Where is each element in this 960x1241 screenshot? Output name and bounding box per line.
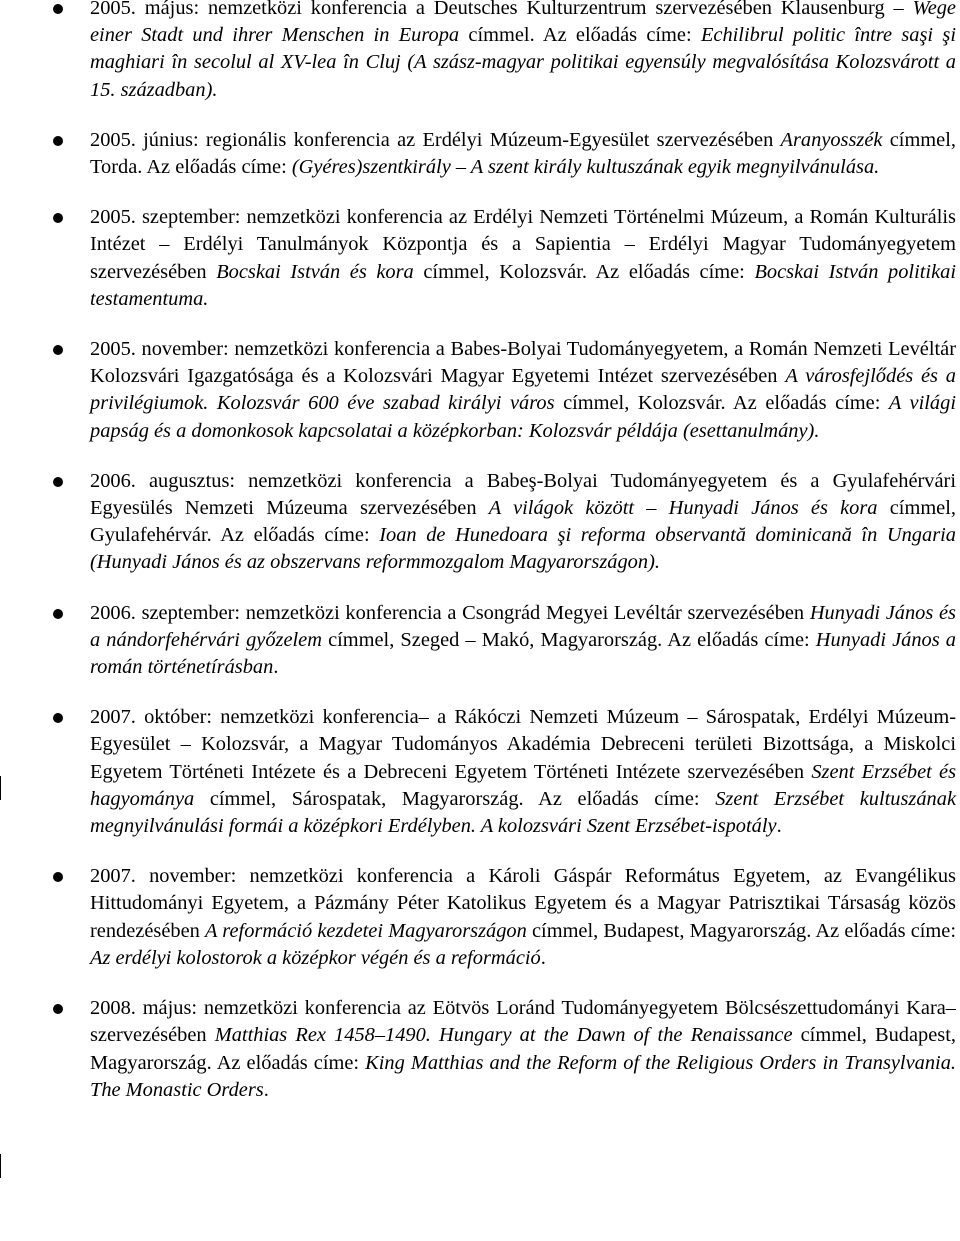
list-item [0,863,960,972]
bullet-icon [53,4,63,14]
bullet-icon [53,477,63,487]
entry-text: 2006. augusztus: nemzetközi konferencia a Babeş-Bolyai Tudományegyetem és a Gyulafehérvári Egyesülés Nemzeti Múzeuma szervezésében A világok között – Hunyadi János és kora címmel, Gyulafehérvár. Az előadás címe: Ioan de Hunedoara şi reforma observantă dominicană în Ungaria (Hunyadi János és az obszervans reformmozgalom Magyarországon). [90,469,956,574]
list-item [0,704,960,840]
list-item [0,204,960,313]
entry-text: 2005. június: regionális konferencia az Erdélyi Múzeum-Egyesület szervezésében Aranyosszék címmel, Torda. Az előadás címe: (Gyéres)szentkirály – A szent király kultuszának egyik megnyilvánulása. [90,128,956,179]
bullet-icon [53,213,63,223]
entry-text: 2006. szeptember: nemzetközi konferencia a Csongrád Megyei Levéltár szervezésében Hunyadi János és a nándorfehérvári győzelem címmel, Szeged – Makó, Magyarország. Az előadás címe: Hunyadi János a román történetírásban. [90,601,956,679]
change-bar [0,1154,1,1178]
list-item [0,336,960,445]
bullet-icon [53,713,63,723]
list-item [0,600,960,682]
bullet-icon [53,136,63,146]
list-item [0,0,960,104]
bullet-icon [53,1004,63,1014]
list-item [0,127,960,181]
entry-text: 2008. május: nemzetközi konferencia az Eötvös Loránd Tudományegyetem Bölcsészettudományi Kara– szervezésében Matthias Rex 1458–1490. Hungary at the Dawn of the Renaissance címmel, Budapest, Magyarország. Az előadás címe: King Matthias and the Reform of the Religious Orders in Transylvania. The Monastic Orders. [90,997,956,1101]
bullet-icon [53,345,63,355]
entry-text: 2005. november: nemzetközi konferencia a Babes-Bolyai Tudományegyetem, a Román Nemzeti Levéltár Kolozsvári Igazgatósága és a Kolozsvári Magyar Egyetemi Intézet szervezésében A városfejlődés és a privilégiumok. Kolozsvár 600 éve szabad királyi város címmel, Kolozsvár. Az előadás címe: A világi papság és a domonkosok kapcsolatai a középkorban: Kolozsvár példája (esettanulmány). [90,338,956,442]
bullet-icon [53,872,63,882]
entry-text: 2005. szeptember: nemzetközi konferencia az Erdélyi Nemzeti Történelmi Múzeum, a Román Kulturális Intézet – Erdélyi Tanulmányok Központja és a Sapientia – Erdélyi Magyar Tudományegyetem szervezésében Bocskai István és kora címmel, Kolozsvár. Az előadás címe: Bocskai István politikai testamentuma. [90,206,956,310]
entry-text: 2007. október: nemzetközi konferencia– a Rákóczi Nemzeti Múzeum – Sárospatak, Erdélyi Múzeum-Egyesület – Kolozsvár, a Magyar Tudományos Akadémia Debreceni területi Bizottsága, a Miskolci Egyetem Történeti Intézete és a Debreceni Egyetem Történeti Intézete szervezésében Szent Erzsébet és hagyománya címmel, Sárospatak, Magyarország. Az előadás címe: Szent Erzsébet kultuszának megnyilvánulási formái a középkori Erdélyben. A kolozsvári Szent Erzsébet-ispotály. [90,706,956,838]
entry-text: 2007. november: nemzetközi konferencia a Károli Gáspár Református Egyetem, az Evangélikus Hittudományi Egyetem, a Pázmány Péter Katolikus Egyetem és a Magyar Patrisztikai Társaság közös rendezésében A reformáció kezdetei Magyarországon címmel, Budapest, Magyarország. Az előadás címe: Az erdélyi kolostorok a középkor végén és a reformáció. [90,865,956,969]
entry-text: 2005. május: nemzetközi konferencia a Deutsches Kulturzentrum szervezésében Klausenburg – Wege einer Stadt und ihrer Menschen in Europa címmel. Az előadás címe: Echilibrul politic între saşi şi maghiari în secolul al XV-lea în Cluj (A szász-magyar politikai egyensúly megvalósítása Kolozsvárott a 15. században). [90,0,956,101]
list-item [0,468,960,577]
list-item [0,995,960,1104]
bullet-icon [53,609,63,619]
